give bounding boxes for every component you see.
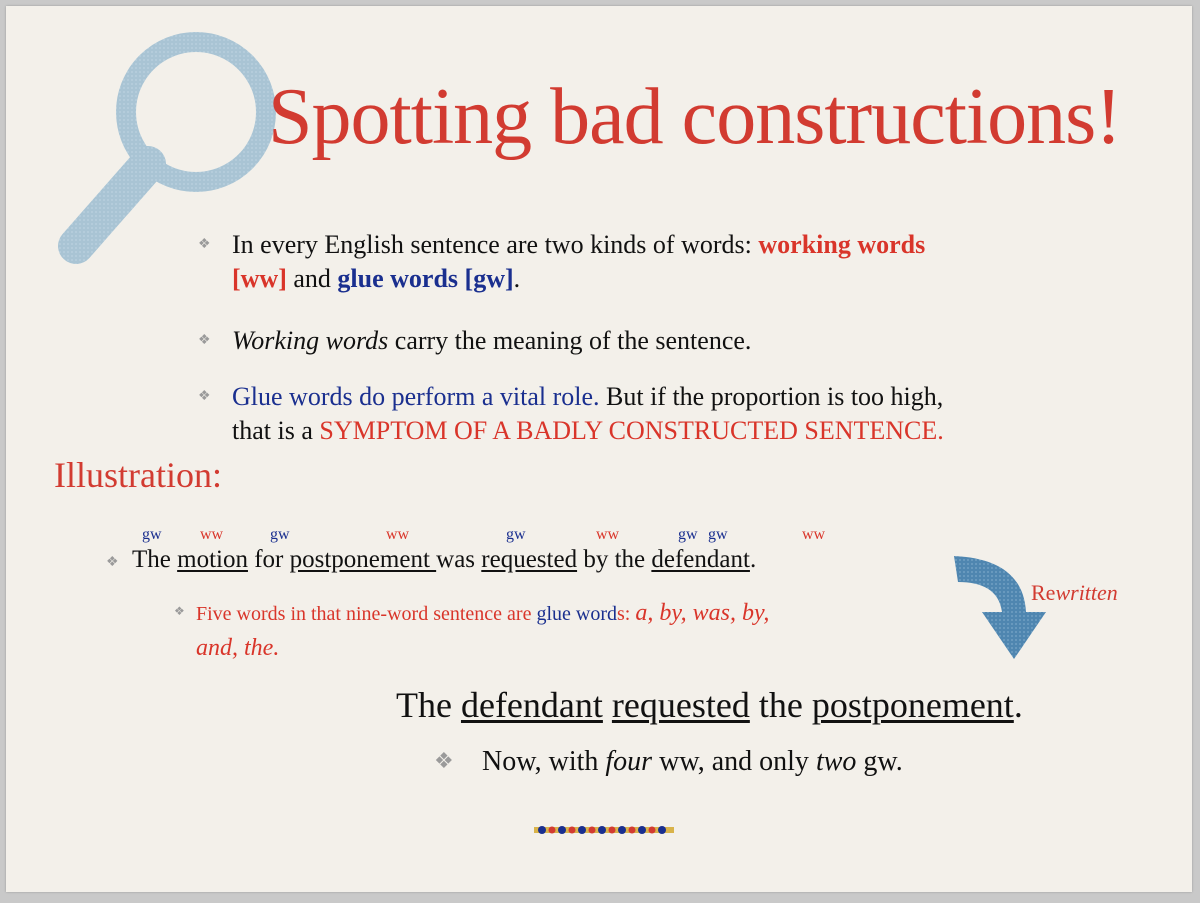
rewritten-sentence [396, 684, 1023, 726]
working-words-label: working words [758, 230, 926, 259]
ww-abbreviation: [ww] [232, 264, 287, 293]
rewritten-label [1031, 580, 1118, 606]
bullet1-text: In every English sentence are two kinds of words: [232, 230, 759, 259]
word-tag: gw [142, 526, 162, 543]
glue-words-label: glue words [gw] [337, 264, 514, 293]
bullet-mark: ❖ [434, 748, 454, 773]
bullet-working-words-meaning [232, 324, 751, 358]
word-tag: ww [200, 526, 224, 543]
note-text: Five words in that nine-word sentence are [196, 603, 537, 625]
bullet2-text: carry the meaning of the sentence. [388, 326, 752, 355]
slide [6, 6, 1192, 892]
bullet-mark: ❖ [198, 389, 211, 404]
decorative-ornament [534, 822, 674, 838]
note-glue-word: glue word [536, 603, 617, 625]
bullet1-and: and [286, 264, 338, 293]
sentence-word: . [749, 546, 757, 573]
summary-text: Now, with [482, 746, 606, 777]
rewritten-prefix: Re [1031, 580, 1056, 605]
sentence-word: was [436, 546, 482, 573]
rewrite-word: defendant [460, 685, 603, 725]
word-tag: ww [802, 526, 826, 543]
working-words-italic: Working words [232, 326, 389, 355]
sentence-word: motion [177, 546, 248, 573]
slide-title: Spotting bad constructions! [268, 73, 1121, 161]
summary-four: four [605, 746, 653, 777]
bullet-working-glue [232, 228, 925, 296]
bullet-mark: ❖ [106, 555, 119, 570]
word-tag: gw [270, 526, 290, 543]
note-suffix: s: [617, 603, 636, 625]
sentence-word: requested [481, 546, 578, 573]
summary-text: ww, and only [652, 746, 816, 777]
rewrite-word: The [396, 685, 461, 725]
illustration-heading: Illustration: [54, 455, 222, 495]
bullet-mark: ❖ [198, 237, 211, 252]
example-sentence [132, 546, 756, 574]
sentence-word: for [247, 546, 290, 573]
word-tag: ww [386, 526, 410, 543]
rewrite-word: postponement [811, 685, 1014, 725]
sentence-word: The [132, 546, 178, 573]
word-tag: gw [506, 526, 526, 543]
rewrite-word: requested [611, 685, 750, 725]
sentence-word: defendant [651, 546, 750, 573]
bullet1-period: . [513, 264, 521, 293]
bullet3-text: But if the proportion is too high, [599, 382, 944, 411]
curved-arrow-icon [954, 554, 1064, 669]
glue-word-list: a, by, was, by, [635, 600, 770, 626]
word-tag: gw [678, 526, 698, 543]
sentence-word: postponement [289, 546, 437, 573]
rewrite-word: the [749, 685, 812, 725]
rewritten-suffix: written [1055, 580, 1118, 605]
glue-words-role-text: Glue words do perform a vital role. [232, 382, 600, 411]
word-tag: ww [596, 526, 620, 543]
sentence-word: by the [577, 546, 652, 573]
summary-text: gw. [856, 746, 903, 777]
glue-word-list-continued: and, the. [196, 635, 280, 661]
word-tag: gw [708, 526, 728, 543]
word-count-summary [482, 746, 903, 778]
bullet3-line2-text: that is a [232, 416, 320, 445]
bullet-glue-words-role [232, 380, 944, 448]
bullet-mark: ❖ [198, 333, 211, 348]
rewrite-word: . [1013, 685, 1023, 725]
glue-word-count-note [196, 596, 769, 666]
summary-two: two [815, 746, 857, 777]
symptom-text: SYMPTOM OF A BADLY CONSTRUCTED SENTENCE. [319, 416, 944, 445]
rewrite-word [603, 685, 612, 725]
bullet-mark: ❖ [174, 604, 185, 618]
